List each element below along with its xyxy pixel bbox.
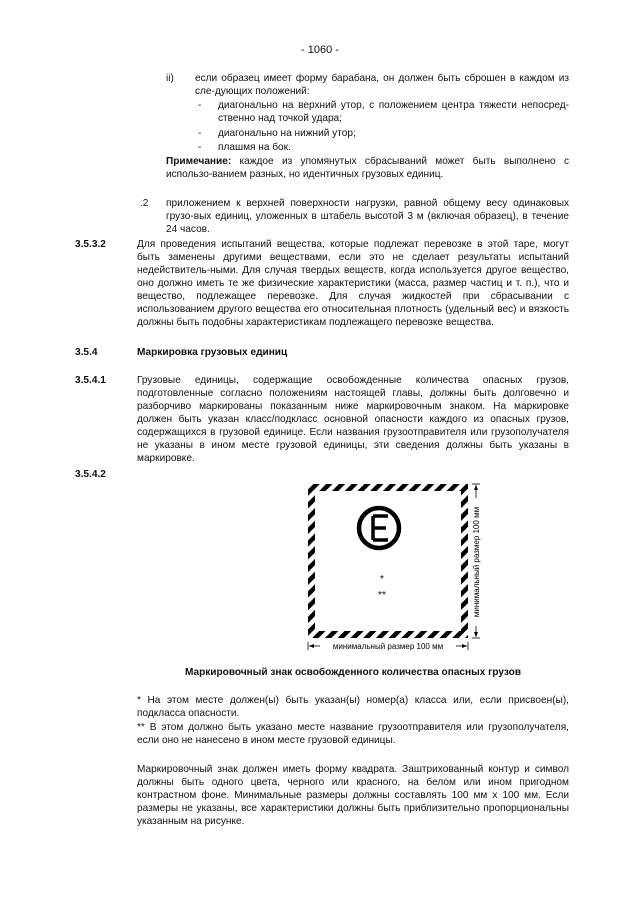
figure-caption: Маркировочный знак освобожденного количества опасных грузов — [184, 667, 522, 678]
note-label: Примечание: — [166, 156, 232, 167]
item-marker: .2 — [140, 198, 149, 209]
mark-star-1: * — [380, 574, 384, 585]
bullet-text: диагонально на нижний утор; — [218, 128, 356, 139]
mark-description: Маркировочный знак должен иметь форму квадрата. Заштрихованный контур и символ должны быть одного цвета, черного или красного, на белом или ином пригодном контрастном фоне. Минимальные размеры должны составлять 100 мм x 100 мм. Если размеры не указаны, все характеристики должны быть приблизительно пропорциональны указанным на рисунке. — [137, 764, 569, 827]
dimension-label-horizontal: минимальный размер 100 мм — [332, 642, 444, 651]
footnote-2: ** В этом должно быть указано месте название грузоотправителя или грузополучателя, если оно не нанесено в ином месте грузовой единицы. — [137, 722, 569, 746]
note-text: каждое из упомянутых сбрасываний может быть выполнено с использо-ванием разных, но идентичных грузовых единиц. — [166, 156, 569, 180]
bullet-text: диагонально на верхний утор, с положением центра тяжести непосред-ственно над точкой удара; — [218, 100, 569, 124]
sub-item-text: если образец имеет форму барабана, он должен быть сброшен в каждом из сле-дующих положений: — [195, 73, 569, 97]
section-number: 3.5.4.2 — [75, 469, 106, 480]
section-text: Для проведения испытаний вещества, которые подлежат перевозке в этой таре, могут быть заменены другими веществами, если это не сделает результаты испытаний недействитель-ными. Для случая твердых веществ, когда используется другое вещество, оно должно иметь те же физические характеристики (масса, размер частиц и т. п.), что и вещество, подлежащее перевозке. Для случая жидкостей при сбрасывании с использованием другого вещества его относительная плотность (удельный вес) и вязкость должны быть подобны характеристикам подлежащего перевозке вещества. — [137, 239, 569, 328]
footnote-1: * На этом месте должен(ы) быть указан(ы) номер(а) класса или, если присвоен(ы), подкласса опасности. — [137, 695, 569, 719]
dimension-label-vertical: минимальный размер 100 мм — [472, 506, 481, 618]
mark-star-2: ** — [378, 590, 386, 601]
section-number: 3.5.3.2 — [75, 239, 106, 250]
bullet-dash: - — [198, 100, 202, 111]
bullet-dash: - — [198, 128, 202, 139]
exempted-quantity-mark — [296, 476, 506, 660]
hatched-border — [308, 484, 468, 638]
section-text: Грузовые единицы, содержащие освобожденные количества опасных грузов, подготовленные согласно положениям настоящей главы, должны быть долговечно и разборчиво маркированы показанным ниже маркировочным знаком. На маркировке должен быть указан класс/подкласс основной опасности каждого из опасных грузов, содержащихся в грузовой единице. Если названия грузоотправителя или грузополучателя не указаны в ином месте грузовой единицы, эти сведения должны быть указаны в маркировке. — [137, 375, 569, 464]
page-number: - 1060 - — [301, 44, 339, 56]
item-text: приложением к верхней поверхности нагрузки, равной общему весу одинаковых грузо-вых единиц, уложенных в штабель высотой 3 м (включая образец), в течение 24 часов. — [166, 198, 569, 235]
note — [166, 155, 569, 181]
section-title: Маркировка грузовых единиц — [137, 347, 288, 358]
bullet-dash: - — [198, 142, 202, 153]
sub-item-marker: ii) — [166, 73, 174, 84]
section-number: 3.5.4.1 — [75, 375, 106, 386]
section-number: 3.5.4 — [75, 347, 98, 358]
bullet-text: плашмя на бок. — [218, 142, 291, 153]
